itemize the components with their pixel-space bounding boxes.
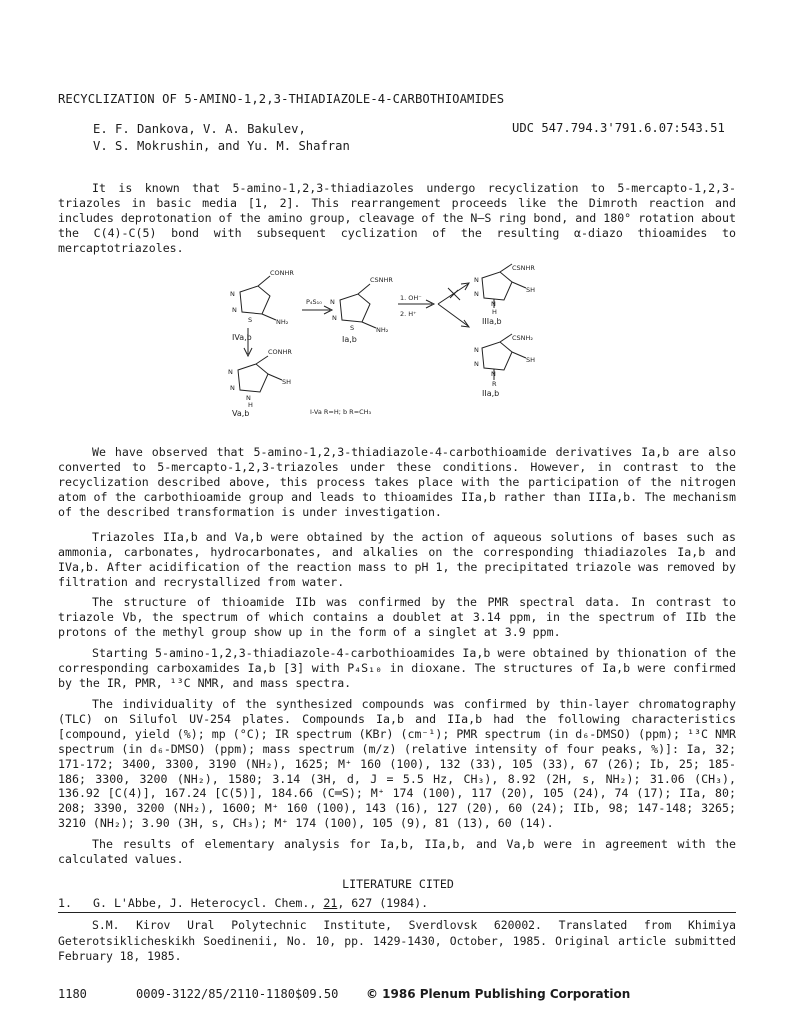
observation-paragraph: We have observed that 5-amino-1,2,3-thiadiazole-4-carbothioamide derivatives Ia,b are also converted to 5-mercapto-1,2,3-triazoles under these conditions. However, in contrast to the recyclization described above, this process takes place with the participation of the nitrogen atom of the carbothioamide group and leads to thioamides IIa,b rather than IIIa,b. The mechanism of the described transformation is under investigation. <box>58 445 736 519</box>
label-ii: IIa,b <box>482 389 500 398</box>
label-i: Ia,b <box>342 335 357 344</box>
ring-v <box>238 364 268 392</box>
i-amino: NH₂ <box>376 326 389 334</box>
structure-paragraph: The structure of thioamide IIb was confirmed by the PMR spectral data. In contrast to triazole Vb, the spectrum of which contains a doublet at 3.14 ppm, in the spectrum of IIb the protons of the methyl group show up in the form of a singlet at 3.9 ppm. <box>58 595 736 639</box>
ii-thiol: SH <box>526 356 536 364</box>
label-v: Va,b <box>232 409 250 418</box>
svg-text:H: H <box>492 308 497 316</box>
svg-text:N: N <box>491 370 496 378</box>
ring-iv <box>240 286 270 314</box>
reaction-scheme <box>210 262 570 427</box>
svg-text:S: S <box>350 324 355 332</box>
svg-text:H: H <box>248 401 253 409</box>
svg-text:R: R <box>492 380 497 388</box>
v-substituent: CONHR <box>268 348 292 356</box>
article-title: RECYCLIZATION OF 5-AMINO-1,2,3-THIADIAZOLE-4-CARBOTHIOAMIDES <box>58 92 505 106</box>
v-thiol: SH <box>282 378 292 386</box>
ring-i <box>340 294 370 322</box>
author-list <box>93 121 350 154</box>
article-code: 0009-3122/85/2110-1180$09.50 <box>136 987 339 1001</box>
svg-text:N: N <box>474 290 479 298</box>
starting-materials-paragraph: Starting 5-amino-1,2,3-thiadiazole-4-carbothioamides Ia,b were obtained by thionation of the corresponding carboxamides Ia,b [3] with P₄S₁₀ in dioxane. The structures of Ia,b were confirmed by the IR, PMR, ¹³C NMR, and mass spectra. <box>58 646 736 690</box>
author-line-2: V. S. Mokrushin, and Yu. M. Shafran <box>93 138 350 153</box>
reference-text-b: , 627 (1984). <box>337 896 429 910</box>
svg-text:N: N <box>228 368 233 376</box>
svg-text:N: N <box>230 384 235 392</box>
footnote-divider <box>58 912 736 913</box>
reagent-p4s10: P₄S₁₀ <box>306 298 322 306</box>
step-1: 1. OH⁻ <box>400 294 422 302</box>
label-iv: IVa,b <box>232 333 252 342</box>
intro-paragraph: It is known that 5-amino-1,2,3-thiadiazoles undergo recyclization to 5-mercapto-1,2,3-triazoles in basic media [1, 2]. This rearrangement proceeds like the Dimroth reaction and includes deprotonation of the amino group, cleavage of the N—S ring bond, and 180° rotation about the C(4)-C(5) bond with subsequent cyclization of the resulting α-diazo thioamides to mercaptotriazoles. <box>58 181 736 255</box>
literature-heading: LITERATURE CITED <box>342 877 454 891</box>
synthesis-paragraph: Triazoles IIa,b and Va,b were obtained by the action of aqueous solutions of bases such as ammonia, carbonates, hydrocarbonates, and alkalies on the corresponding thiadiazoles Ia,b and IVa,b. After acidification of the reaction mass to pH 1, the precipitated triazole was removed by filtration and recrystallized from water. <box>58 530 736 589</box>
i-substituent: CSNHR <box>370 276 393 284</box>
ring-ii <box>482 342 512 370</box>
ii-substituent: CSNH₂ <box>512 334 534 342</box>
step-2: 2. H⁺ <box>400 310 417 318</box>
scheme-legend: I-Va R=H; b R=CH₃ <box>310 408 372 416</box>
udc-code: UDC 547.794.3'791.6.07:543.51 <box>512 121 725 135</box>
ring-iii <box>482 272 512 300</box>
iv-amino: NH₂ <box>276 318 289 326</box>
iii-substituent: CSNHR <box>512 264 535 272</box>
reference-number: 1. <box>58 896 72 910</box>
copyright-notice: © 1986 Plenum Publishing Corporation <box>366 987 631 1001</box>
svg-text:N: N <box>232 306 237 314</box>
svg-text:N: N <box>491 300 496 308</box>
reference-text-a: G. L'Abbe, J. Heterocycl. Chem., <box>93 896 324 910</box>
iv-substituent: CONHR <box>270 269 294 277</box>
affiliation-footnote: S.M. Kirov Ural Polytechnic Institute, Sverdlovsk 620002. Translated from Khimiya Geterotsiklicheskikh Soedinenii, No. 10, pp. 1429-1430, October, 1985. Original article submitted February 18, 1985. <box>58 918 736 963</box>
page-number: 1180 <box>58 987 87 1001</box>
svg-text:N: N <box>330 298 335 306</box>
svg-text:S: S <box>248 316 253 324</box>
svg-text:N: N <box>474 276 479 284</box>
svg-text:N: N <box>474 346 479 354</box>
reference-1 <box>58 896 428 910</box>
reference-volume: 21 <box>323 896 338 910</box>
svg-text:N: N <box>230 290 235 298</box>
svg-text:N: N <box>246 394 251 402</box>
svg-text:N: N <box>332 314 337 322</box>
analysis-paragraph: The results of elementary analysis for Ia,b, IIa,b, and Va,b were in agreement with the calculated values. <box>58 837 736 866</box>
characteristics-paragraph: The individuality of the synthesized compounds was confirmed by thin-layer chromatography (TLC) on Silufol UV-254 plates. Compounds Ia,b and IIa,b had the following characteristics [compound, yield (%); mp (°C); IR spectrum (KBr) (cm⁻¹); PMR spectrum (in d₆-DMSO) (ppm); ¹³C NMR spectrum (in d₆-DMSO) (ppm); mass spectrum (m/z) (relative intensity of four peaks, %)]: Ia, 32; 171-172; 3400, 3300, 3190 (NH₂), 1625; M⁺ 160 (100), 132 (33), 105 (33), 67 (26); Ib, 25; 185-186; 3300, 3200 (NH₂), 1580; 3.14 (3H, d, J = 5.5 Hz, CH₃), 8.92 (2H, s, NH₂); 31.06 (CH₃), 136.92 [C(4)], 167.24 [C(5)], 184.66 (C═S); M⁺ 174 (100), 117 (20), 105 (24), 74 (17); IIa, 80; 208; 3390, 3200 (NH₂), 1600; M⁺ 160 (100), 143 (16), 127 (20), 60 (24); IIb, 98; 147-148; 3265; 3210 (NH₂); 3.90 (3H, s, CH₃); M⁺ 174 (100), 105 (9), 81 (13), 60 (14). <box>58 697 736 831</box>
label-iii: IIIa,b <box>482 317 502 326</box>
svg-text:N: N <box>474 360 479 368</box>
iii-thiol: SH <box>526 286 536 294</box>
author-line-1: E. F. Dankova, V. A. Bakulev, <box>93 122 306 136</box>
